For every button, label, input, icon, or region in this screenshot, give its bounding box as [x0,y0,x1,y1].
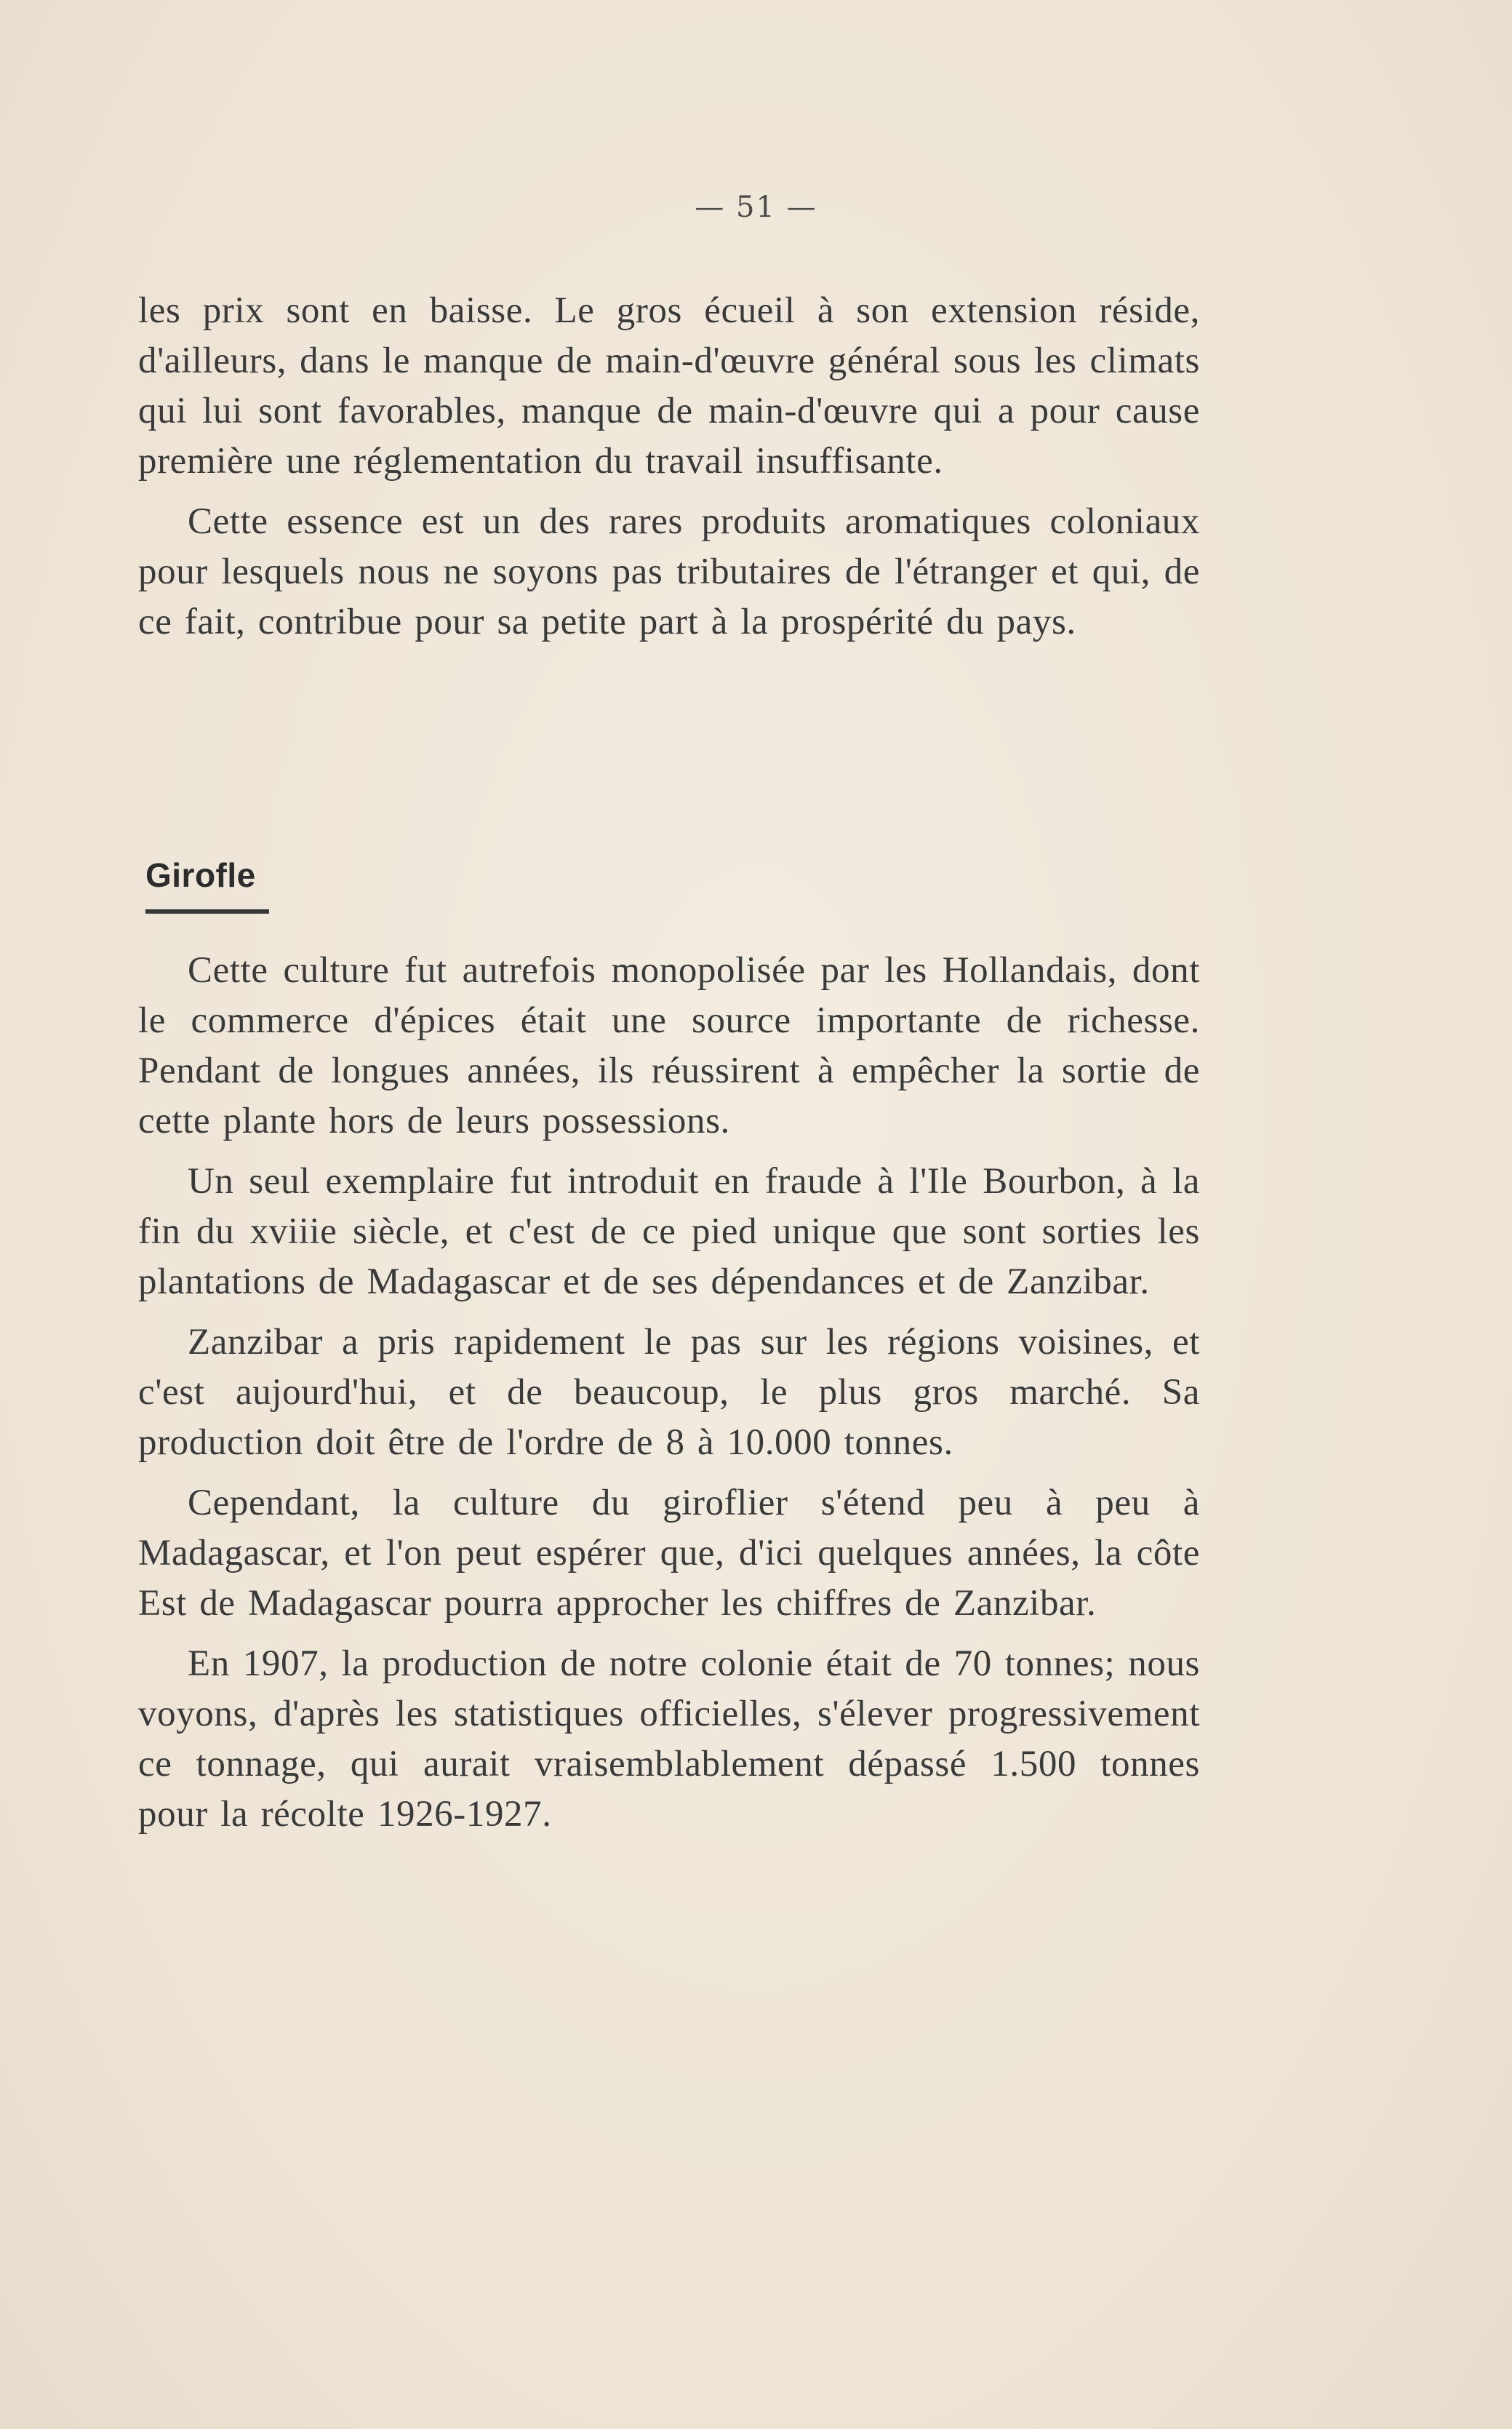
page-number: — 51 — [695,191,817,224]
paragraph: Cette essence est un des rares produits aromatiques coloniaux pour lesquels nous ne soyons pas tributaires de l'étranger et qui, de ce fait, contribue pour sa petite part à la prospérité du pays. [138,501,1200,642]
heading-underline [145,909,269,914]
paragraph: Cette culture fut autrefois monopolisée par les Hollandais, dont le commerce d'épices était une source importante de richesse. Pendant de longues années, ils réussirent à empêcher la sortie de cette plante hors de leurs possessions. [138,950,1200,1141]
section-intro [138,286,1200,647]
section-heading: Girofle [145,856,256,894]
section-girofle [138,946,1200,1840]
paragraph: En 1907, la production de notre colonie était de 70 tonnes; nous voyons, d'après les statistiques officielles, s'élever progressivement ce tonnage, qui aurait vraisemblablement dépassé 1.500 tonnes pour la récolte 1926-1927. [138,1643,1200,1835]
paragraph: Un seul exemplaire fut introduit en fraude à l'Ile Bourbon, à la fin du xviiie siècle, et c'est de ce pied unique que sont sorties les plantations de Madagascar et de ses dépendances et de Zanzibar. [138,1161,1200,1302]
paragraph: Zanzibar a pris rapidement le pas sur les régions voisines, et c'est aujourd'hui, et de beaucoup, le plus gros marché. Sa production doit être de l'ordre de 8 à 10.000 tonnes. [138,1322,1200,1463]
paragraph: Cependant, la culture du giroflier s'étend peu à peu à Madagascar, et l'on peut espérer que, d'ici quelques années, la côte Est de Madagascar pourra approcher les chiffres de Zanzibar. [138,1483,1200,1624]
paragraph: les prix sont en baisse. Le gros écueil à son extension réside, d'ailleurs, dans le manque de main-d'œuvre général sous les climats qui lui sont favorables, manque de main-d'œuvre qui a pour cause première une réglementation du travail insuffisante. [138,290,1200,482]
